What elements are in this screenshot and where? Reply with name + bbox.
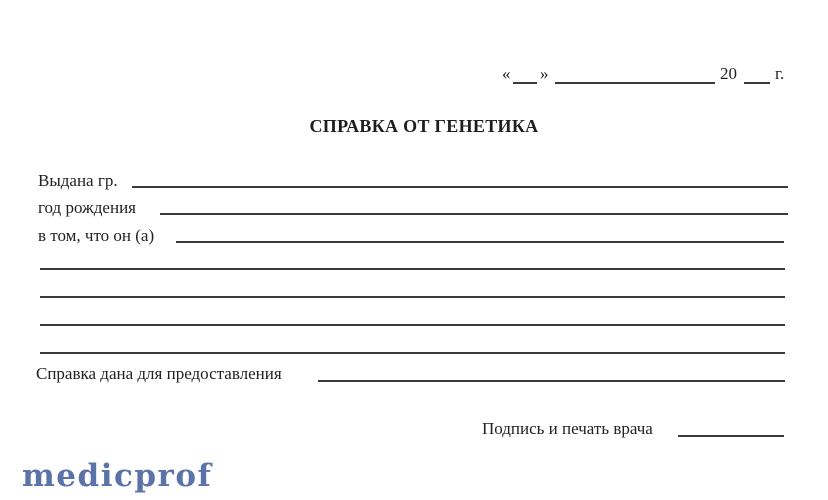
blank-line	[40, 268, 785, 270]
date-close-quote: »	[540, 64, 549, 83]
date-year-suffix: г.	[775, 64, 785, 83]
signature-blank	[678, 435, 784, 437]
document-title: СПРАВКА ОТ ГЕНЕТИКА	[309, 116, 539, 136]
date-year-blank	[744, 82, 770, 84]
date-open-quote: «	[502, 64, 511, 83]
date-month-blank	[555, 82, 715, 84]
blank-line	[40, 352, 785, 354]
purpose-label: Справка дана для предоставления	[36, 364, 282, 383]
that-label: в том, что он (а)	[38, 226, 155, 245]
issued-to-label: Выдана гр.	[38, 171, 118, 190]
date-year-prefix: 20	[720, 64, 737, 83]
blank-line	[40, 296, 785, 298]
date-day-blank	[513, 82, 537, 84]
purpose-blank	[318, 380, 785, 382]
issued-to-blank	[132, 186, 788, 188]
birth-year-label: год рождения	[38, 198, 136, 217]
watermark-logo: medicprof	[22, 458, 213, 494]
birth-year-blank	[160, 213, 788, 215]
blank-line	[40, 324, 785, 326]
that-blank	[176, 241, 784, 243]
signature-label: Подпись и печать врача	[482, 419, 653, 438]
